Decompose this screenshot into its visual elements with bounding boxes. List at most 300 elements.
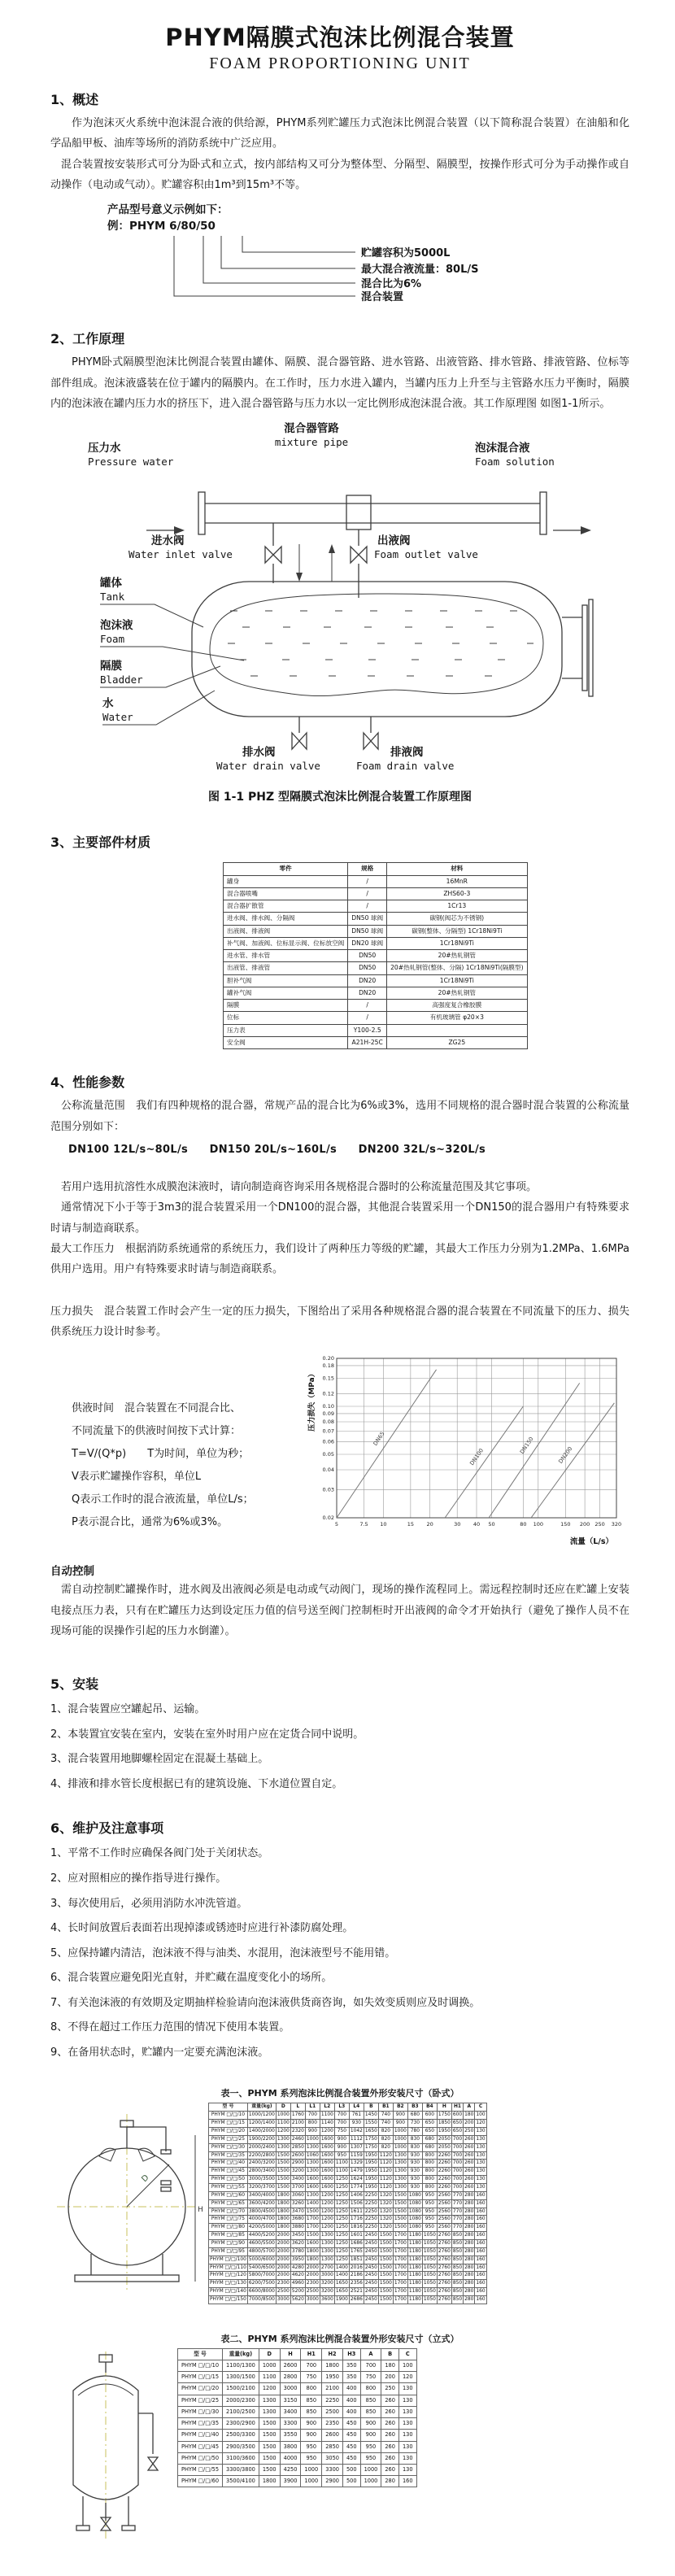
table-row — [178, 2430, 417, 2441]
table-cell: 700 — [451, 2135, 463, 2143]
table-cell: 1120 — [378, 2160, 393, 2168]
table-cell: 1320 — [378, 2224, 393, 2232]
table-cell: 2450 — [364, 2264, 378, 2272]
table-cell: 3100/3600 — [223, 2452, 259, 2464]
table-header-cell: B4 — [422, 2103, 437, 2112]
table-cell: 160 — [475, 2288, 486, 2296]
table-cell: 1760 — [290, 2112, 305, 2120]
table-cell: 2900/3500 — [223, 2441, 259, 2452]
table-cell: 4620 — [290, 2272, 305, 2280]
table-cell: 700 — [334, 2112, 349, 2120]
table-cell: 280 — [464, 2280, 475, 2288]
table-cell: 450 — [342, 2418, 360, 2430]
list-item: 4、长时间放置后表面若出现掉漆或锈迹时应进行补漆防腐处理。 — [50, 1922, 354, 1935]
table-cell: 1180 — [407, 2272, 422, 2280]
table-cell: 130 — [475, 2127, 486, 2135]
table-row — [209, 2112, 487, 2120]
table-row — [209, 2199, 487, 2208]
table-header-cell: H2 — [322, 2348, 343, 2360]
table-cell: 850 — [360, 2395, 381, 2406]
table-cell: 隔膜 — [224, 1000, 348, 1012]
table-cell: 1200 — [320, 2224, 334, 2232]
table-cell: 1700 — [393, 2240, 407, 2248]
table-row — [209, 2127, 487, 2135]
series-label: DN150 — [518, 1436, 535, 1456]
table-cell: 3150 — [280, 2395, 301, 2406]
table-header-cell: 重量(kg) — [247, 2103, 276, 2112]
table-cell: 280 — [464, 2208, 475, 2216]
x-tick-label: 250 — [594, 1521, 605, 1528]
table-cell: 2000/2300 — [223, 2395, 259, 2406]
table-cell: 2016 — [349, 2264, 364, 2272]
table-cell: 2450 — [364, 2232, 378, 2240]
table-row — [224, 1012, 528, 1024]
table-cell: 1601 — [349, 2232, 364, 2240]
table-cell: 4000/4700 — [247, 2216, 276, 2224]
table-header-cell: H1 — [301, 2348, 322, 2360]
table-cell: 20#热轧钢管 — [387, 987, 527, 999]
table-cell: 1300 — [259, 2406, 280, 2417]
table-cell: 130 — [475, 2151, 486, 2160]
table-cell: 2050 — [437, 2143, 451, 2151]
table-cell: 900 — [360, 2418, 381, 2430]
table-cell: 2600 — [290, 2151, 305, 2160]
table-cell: 130 — [475, 2168, 486, 2176]
table-cell: 1500 — [378, 2264, 393, 2272]
table-cell: 700 — [451, 2183, 463, 2191]
table-row — [209, 2256, 487, 2264]
table-cell: 2600 — [280, 2360, 301, 2372]
table-cell: 1950 — [364, 2176, 378, 2184]
table-cell: PHYM □/□/85 — [209, 2232, 248, 2240]
table-cell: 1300 — [305, 2191, 320, 2199]
table-header-cell: H — [280, 2348, 301, 2360]
table-header-cell: D — [276, 2103, 290, 2112]
y-tick-label: 0.12 — [322, 1390, 334, 1397]
table-cell: 1500 — [259, 2430, 280, 2441]
table-cell: 2450 — [364, 2272, 378, 2280]
model-intro: 产品型号意义示例如下： — [107, 203, 229, 217]
table-cell: 1500 — [276, 2168, 290, 2176]
label-bladder: 隔膜 Bladder — [100, 660, 143, 686]
table-cell: 1Cr13 — [387, 900, 527, 913]
table-row — [209, 2216, 487, 2224]
materials-table — [223, 862, 528, 1049]
table-cell: 1500/2100 — [223, 2383, 259, 2395]
table-cell: 1850 — [437, 2120, 451, 2128]
table-header-cell: B1 — [378, 2103, 393, 2112]
tank-schematic-drawing — [55, 422, 625, 774]
label-tank: 罐体 Tank — [100, 577, 125, 603]
table-cell: 280 — [464, 2199, 475, 2208]
table-cell: 700 — [360, 2360, 381, 2372]
table-cell: PHYM □/□/15 — [209, 2120, 248, 2128]
table-cell: 1180 — [407, 2280, 422, 2288]
table-row — [224, 887, 528, 900]
table-cell: 1050 — [422, 2256, 437, 2264]
table-cell: 1750 — [364, 2135, 378, 2143]
table-cell: 1300 — [320, 2232, 334, 2240]
table-cell: 280 — [464, 2247, 475, 2256]
label-pressure-water: 压力水 Pressure water — [88, 442, 174, 468]
table-cell: DN20 — [348, 974, 387, 987]
table-cell: 1300 — [259, 2395, 280, 2406]
table-cell: 1450 — [364, 2112, 378, 2120]
table-cell: 1950 — [364, 2168, 378, 2176]
table-cell: 1000 — [360, 2464, 381, 2475]
table-cell: 1250 — [334, 2256, 349, 2264]
label-foam-drain-valve: 排液阀 Foam drain valve — [356, 746, 455, 772]
table-cell: 2560 — [437, 2216, 451, 2224]
table-cell: 1500 — [259, 2418, 280, 2430]
table-cell: 160 — [475, 2216, 486, 2224]
table-cell: 1700 — [393, 2247, 407, 2256]
table-cell: 930 — [407, 2160, 422, 2168]
table-cell — [387, 1024, 527, 1036]
table-header-cell: B2 — [393, 2103, 407, 2112]
table-cell: 700 — [451, 2160, 463, 2168]
table-cell: 2686 — [349, 2296, 364, 2304]
label-foam-outlet-valve: 出液阀 Foam outlet valve — [374, 534, 478, 560]
table-cell: 770 — [451, 2191, 463, 2199]
table-cell: 2260 — [437, 2183, 451, 2191]
model-label-volume: 贮罐容积为5000L — [361, 247, 451, 260]
table-cell: 1140 — [320, 2120, 334, 2128]
list-item: 4、排液和排水管长度根据已有的建筑设施、下水道位置自定。 — [50, 1777, 343, 1790]
table-cell: 750 — [301, 2372, 322, 2383]
table-cell: 1765 — [349, 2247, 364, 2256]
table-cell: 有机玻璃管 φ20×3 — [387, 1012, 527, 1024]
table-cell: 3600 — [320, 2296, 334, 2304]
table-row — [209, 2280, 487, 2288]
x-tick-label: 15 — [407, 1521, 415, 1528]
table-header-cell: B — [381, 2348, 399, 2360]
table-cell: 930 — [407, 2183, 422, 2191]
table-cell: 200 — [381, 2372, 399, 2383]
install-items — [50, 1698, 629, 1797]
table-cell: 2300 — [305, 2280, 320, 2288]
table-row — [224, 937, 528, 949]
y-tick-label: 0.20 — [322, 1355, 334, 1362]
table-header-cell: L — [290, 2103, 305, 2112]
table-cell: 2250 — [364, 2199, 378, 2208]
table-row — [209, 2151, 487, 2160]
table-cell: 1500 — [393, 2191, 407, 2199]
table-cell: 1120 — [378, 2183, 393, 2191]
table-cell: 1050 — [422, 2264, 437, 2272]
table-cell: 130 — [398, 2383, 416, 2395]
table-row — [209, 2240, 487, 2248]
table-cell: DN50 — [348, 962, 387, 974]
table-cell: 进水管、排水管 — [224, 950, 348, 962]
table-cell: PHYM □/□/35 — [178, 2418, 223, 2430]
table-cell: 1300 — [393, 2151, 407, 2160]
figure-1-1-caption: 图 1-1 PHZ 型隔膜式泡沫比例混合装置工作原理图 — [207, 791, 472, 804]
table-header-cell: B3 — [407, 2103, 422, 2112]
table-cell: 3800 — [280, 2441, 301, 2452]
table-cell: 950 — [422, 2216, 437, 2224]
table-row — [209, 2135, 487, 2143]
table-cell: 2000 — [305, 2264, 320, 2272]
table-cell: 2186 — [349, 2272, 364, 2280]
table-cell: 1500 — [276, 2176, 290, 2184]
table-cell: 1250 — [334, 2232, 349, 2240]
table-cell: PHYM □/□/60 — [209, 2191, 248, 2199]
table-cell: 1624 — [349, 2176, 364, 2184]
x-tick-label: 150 — [560, 1521, 571, 1528]
table-cell: 850 — [451, 2272, 463, 2280]
table-cell: 130 — [475, 2135, 486, 2143]
table-cell: 1406 — [349, 2191, 364, 2199]
table-cell: 850 — [451, 2280, 463, 2288]
table-cell: PHYM □/□/110 — [209, 2264, 248, 2272]
y-tick-label: 0.04 — [322, 1467, 334, 1474]
table-cell: 1500 — [259, 2452, 280, 2464]
table-cell: 1300/1500 — [223, 2372, 259, 2383]
table-cell: 1600 — [320, 2176, 334, 2184]
table-cell: 1200 — [276, 2127, 290, 2135]
maintenance-items — [50, 1842, 629, 2065]
table-cell: 2000 — [276, 2232, 290, 2240]
table-cell: 280 — [464, 2256, 475, 2264]
table-cell: PHYM □/□/50 — [209, 2176, 248, 2184]
table-cell: 1080 — [407, 2216, 422, 2224]
table-cell: 260 — [464, 2151, 475, 2160]
table-cell: 820 — [378, 2143, 393, 2151]
table-cell: 650 — [422, 2120, 437, 2128]
table-cell: 2700 — [320, 2264, 334, 2272]
table-cell: 6600/8000 — [247, 2288, 276, 2296]
table-row — [209, 2120, 487, 2128]
table-cell: 1300 — [276, 2135, 290, 2143]
section-1-paragraph-1: 作为泡沫灭火系统中泡沫混合液的供给源，PHYM系列贮罐压力式泡沫比例混合装置（以下简称混合装置）在油船和化学品船甲板、油库等场所的消防系统中广泛应用。 — [50, 117, 629, 150]
table-cell: 400 — [342, 2383, 360, 2395]
model-meaning-diagram — [107, 200, 498, 312]
table-cell: 1900 — [334, 2296, 349, 2304]
table-cell: 2260 — [437, 2151, 451, 2160]
table-cell: 1650 — [334, 2280, 349, 2288]
table-cell: 930 — [407, 2176, 422, 2184]
table-cell: PHYM □/□/40 — [178, 2430, 223, 2441]
table-cell: 900 — [301, 2430, 322, 2441]
table1-caption: 表一、PHYM 系列泡沫比例混合装置外形安装尺寸（卧式） — [220, 2088, 459, 2099]
table-cell: 1816 — [349, 2224, 364, 2232]
table-cell: 16MnR — [387, 875, 527, 887]
table-cell: PHYM □/□/25 — [178, 2395, 223, 2406]
table-cell: PHYM □/□/95 — [209, 2247, 248, 2256]
table-cell: 770 — [451, 2208, 463, 2216]
table2-block — [50, 2348, 629, 2543]
table-cell: 2760 — [437, 2264, 451, 2272]
table-cell: 1300 — [320, 2240, 334, 2248]
table-cell: 1600 — [305, 2176, 320, 2184]
table-cell: 700 — [451, 2143, 463, 2151]
horizontal-dimensions-table — [208, 2103, 487, 2304]
table-cell: PHYM □/□/35 — [209, 2151, 248, 2160]
table-header-cell: C — [475, 2103, 486, 2112]
table-cell: 950 — [334, 2151, 349, 2160]
table-cell: 3300 — [280, 2418, 301, 2430]
table-cell: 2250 — [364, 2208, 378, 2216]
table-cell: 4400/5200 — [247, 2232, 276, 2240]
table-cell: 1042 — [349, 2127, 364, 2135]
table-cell: 800 — [305, 2120, 320, 2128]
table-cell: 3400 — [290, 2176, 305, 2184]
table-cell: 3550 — [280, 2430, 301, 2441]
table-cell: 1000 — [301, 2464, 322, 2475]
table-cell: 1686 — [349, 2240, 364, 2248]
table-cell: / — [348, 1000, 387, 1012]
table-cell: 1000 — [276, 2112, 290, 2120]
table-cell: 1400 — [334, 2264, 349, 2272]
table-cell: 1800 — [276, 2199, 290, 2208]
table-cell: 1500 — [378, 2296, 393, 2304]
table-cell: 2900 — [290, 2160, 305, 2168]
list-item: 5、应保持罐内清洁，泡沫液不得与油类、水混用，泡沫液型号不能用错。 — [50, 1946, 396, 1959]
table-row — [209, 2191, 487, 2199]
table-cell: 850 — [451, 2247, 463, 2256]
table-cell: 260 — [381, 2441, 399, 2452]
table-cell: 950 — [422, 2208, 437, 2216]
table-row — [209, 2247, 487, 2256]
table-cell: 高强度复合橡胶膜 — [387, 1000, 527, 1012]
table-cell: 1600 — [320, 2151, 334, 2160]
table-cell: 1500 — [393, 2199, 407, 2208]
table-cell: 900 — [334, 2135, 349, 2143]
table-cell: 350 — [342, 2372, 360, 2383]
table-cell: 1500 — [393, 2224, 407, 2232]
table-cell: 2050 — [437, 2135, 451, 2143]
table-cell: 3200/3700 — [247, 2183, 276, 2191]
table-cell: 混合器喷嘴 — [224, 887, 348, 900]
table-cell: 2200/2800 — [247, 2151, 276, 2160]
mixer-selection-paragraph: 通常情况下小于等于3m3的混合装置采用一个DN100的混合器，其他混合装置采用一个DN150的混合器用户有特殊要求时请与制造商联系。 — [50, 1201, 629, 1235]
table-cell: 280 — [464, 2288, 475, 2296]
table-cell: 7000/8500 — [247, 2296, 276, 2304]
table-cell: 20#热轧钢管 — [387, 950, 527, 962]
table-cell: 3200 — [320, 2280, 334, 2288]
table-cell: 280 — [464, 2296, 475, 2304]
table-cell: 4200/5000 — [247, 2224, 276, 2232]
table-row — [209, 2176, 487, 2184]
table-cell: 260 — [464, 2143, 475, 2151]
table-cell: PHYM □/□/20 — [178, 2383, 223, 2395]
table-cell: PHYM □/□/100 — [209, 2256, 248, 2264]
table-cell: 1100 — [259, 2372, 280, 2383]
table-cell: 1700 — [393, 2264, 407, 2272]
table-cell: 160 — [475, 2224, 486, 2232]
flow-range-values: DN100 12L/s~80L/s DN150 20L/s~160L/s DN200 32L/s~320L/s — [68, 1143, 486, 1156]
table-cell: 3000 — [320, 2272, 334, 2280]
table-cell: 2250 — [364, 2224, 378, 2232]
table-row — [178, 2360, 417, 2372]
page-title: PHYM隔膜式泡沫比例混合装置 — [165, 24, 515, 51]
table-cell: 1100 — [276, 2120, 290, 2128]
table-cell: 1000 — [360, 2476, 381, 2487]
table-header-cell: L1 — [305, 2103, 320, 2112]
table-cell: 2760 — [437, 2288, 451, 2296]
table-cell: 160 — [475, 2199, 486, 2208]
table-cell: 1050 — [422, 2247, 437, 2256]
table-cell: 1100/1300 — [223, 2360, 259, 2372]
table1-block — [50, 2103, 629, 2304]
table-cell: 820 — [378, 2135, 393, 2143]
table-cell: 1Cr18Ni9Ti — [387, 937, 527, 949]
table-cell: 1050 — [422, 2232, 437, 2240]
table-cell: 160 — [475, 2247, 486, 2256]
table-cell: 2000 — [276, 2247, 290, 2256]
table-cell: PHYM □/□/70 — [209, 2208, 248, 2216]
table-cell: 1180 — [407, 2296, 422, 2304]
table-cell: 130 — [398, 2418, 416, 2430]
table-cell: 位标 — [224, 1012, 348, 1024]
table-cell: 100 — [398, 2360, 416, 2372]
antifoam-note-paragraph: 若用户选用抗溶性水成膜泡沫液时，请向制造商咨询采用各规格混合器时的公称流量范围及其它事项。 — [61, 1180, 538, 1193]
table-cell: 2000 — [276, 2264, 290, 2272]
list-item: 供液时间 混合装置在不同混合比、 — [72, 1402, 242, 1415]
table-cell: 1700 — [393, 2256, 407, 2264]
table-cell: DN20 球阀 — [348, 937, 387, 949]
table-cell: 6200/7500 — [247, 2280, 276, 2288]
x-tick-label: 50 — [488, 1521, 495, 1528]
y-tick-label: 0.08 — [322, 1419, 334, 1426]
table-cell: 1050 — [422, 2240, 437, 2248]
table-cell: 750 — [360, 2372, 381, 2383]
list-item: 9、在备用状态时，贮罐内一定要充满泡沫液。 — [50, 2046, 269, 2059]
table-cell: 1950 — [364, 2160, 378, 2168]
table-cell: PHYM □/□/130 — [209, 2280, 248, 2288]
table-cell: 2600 — [322, 2430, 343, 2441]
table-cell: DN50 球阀 — [348, 925, 387, 937]
table-cell: PHYM □/□/30 — [178, 2406, 223, 2417]
section-6-heading: 6、维护及注意事项 — [50, 1820, 164, 1837]
list-item: 6、混合装置应避免阳光直射，并贮藏在温度变化小的场所。 — [50, 1972, 333, 1985]
table-row — [224, 913, 528, 925]
table-cell: 1080 — [407, 2191, 422, 2199]
table-cell: 5400/6500 — [247, 2264, 276, 2272]
table-cell: 1100 — [334, 2160, 349, 2168]
table-cell: 1700 — [393, 2280, 407, 2288]
table-cell: 3880 — [290, 2224, 305, 2232]
table-cell: 850 — [451, 2296, 463, 2304]
table-cell: 1950 — [364, 2151, 378, 2160]
table-cell: 2000 — [305, 2272, 320, 2280]
table-cell: 1611 — [349, 2208, 364, 2216]
table-cell: / — [348, 900, 387, 913]
table-row — [178, 2395, 417, 2406]
table-cell: PHYM □/□/45 — [178, 2441, 223, 2452]
table-cell: 4280 — [290, 2264, 305, 2272]
table-cell: 1500 — [378, 2288, 393, 2296]
table-cell: 700 — [451, 2151, 463, 2160]
table-cell: 800 — [422, 2151, 437, 2160]
table-cell: 1100 — [334, 2168, 349, 2176]
table-cell: 260 — [381, 2395, 399, 2406]
table-cell: PHYM □/□/55 — [178, 2464, 223, 2475]
table-header-cell: C — [398, 2348, 416, 2360]
table-cell: 补气阀、加液阀、位标显示阀、位标放空阀 — [224, 937, 348, 949]
table-cell: 250 — [464, 2127, 475, 2135]
table-cell: 1120 — [378, 2176, 393, 2184]
vertical-tank-drawing — [50, 2348, 172, 2543]
table-row — [224, 925, 528, 937]
table-cell: 800 — [422, 2168, 437, 2176]
table-row — [224, 1036, 528, 1048]
pressure-loss-chart-wrap — [304, 1350, 629, 1550]
x-tick-label: 7.5 — [359, 1521, 368, 1528]
table-cell: 1180 — [407, 2240, 422, 2248]
table-cell: 950 — [422, 2199, 437, 2208]
